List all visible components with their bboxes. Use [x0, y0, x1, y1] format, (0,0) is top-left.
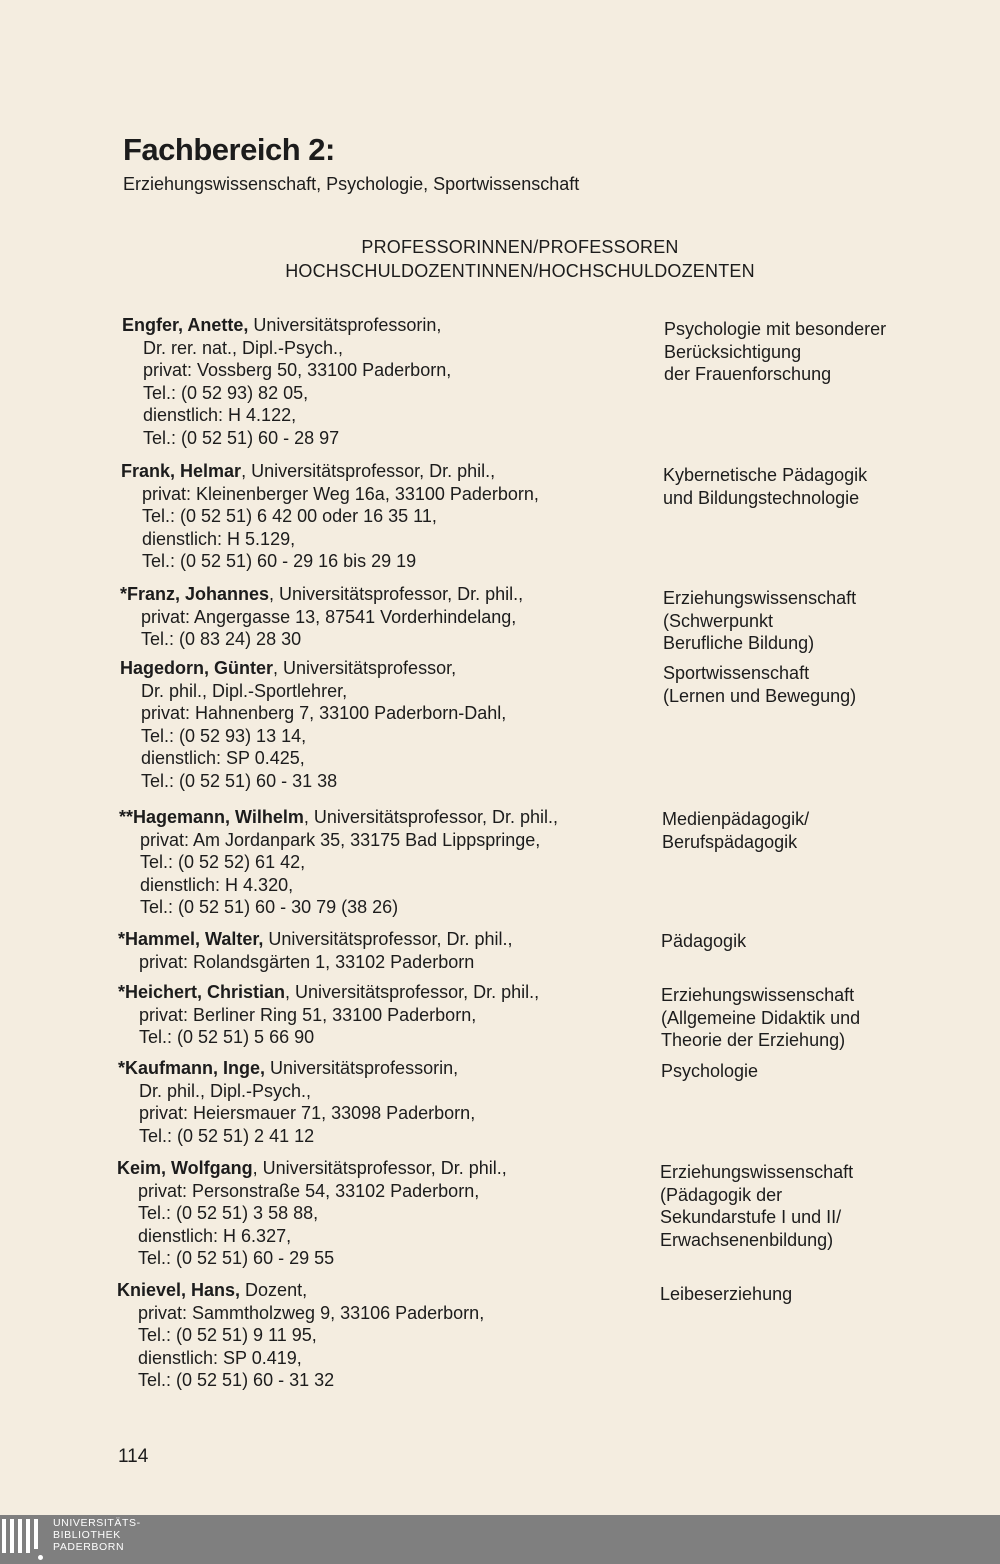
subject-area-line: Erziehungswissenschaft	[660, 1162, 854, 1182]
staff-detail-line: Tel.: (0 52 51) 2 41 12	[139, 1125, 315, 1146]
staff-title: , Universitätsprofessor, Dr. phil.,	[241, 461, 496, 481]
staff-detail-line: Tel.: (0 52 51) 3 58 88,	[138, 1203, 319, 1224]
staff-details	[121, 460, 641, 573]
staff-first-line	[120, 583, 640, 606]
staff-title: , Universitätsprofessor, Dr. phil.,	[285, 982, 540, 1002]
staff-first-line	[118, 1057, 638, 1080]
staff-details	[119, 806, 639, 919]
subject-area-line: (Allgemeine Didaktik und	[661, 1007, 861, 1028]
staff-detail-line: Tel.: (0 52 51) 60 - 28 97	[143, 427, 340, 448]
staff-detail-line: privat: Vossberg 50, 33100 Paderborn,	[143, 360, 452, 381]
subject-area-line: Berufliche Bildung)	[663, 633, 815, 654]
staff-details	[120, 583, 640, 651]
staff-detail-line: Tel.: (0 52 51) 60 - 29 16 bis 29 19	[142, 551, 417, 572]
staff-name: **Hagemann, Wilhelm	[119, 807, 304, 827]
subject-area-line: Psychologie	[661, 1061, 759, 1081]
staff-first-line	[117, 1157, 637, 1180]
staff-detail-line: Dr. phil., Dipl.-Sportlehrer,	[141, 680, 348, 701]
staff-name: Keim, Wolfgang	[117, 1158, 253, 1178]
staff-name: *Kaufmann, Inge,	[118, 1058, 266, 1078]
staff-detail-line: Dr. rer. nat., Dipl.-Psych.,	[143, 337, 344, 358]
staff-detail-line: Tel.: (0 52 51) 9 11 95,	[138, 1325, 317, 1346]
staff-title: Universitätsprofessor, Dr. phil.,	[263, 929, 513, 949]
staff-subject-area	[660, 1161, 950, 1251]
subject-area-line: Erwachsenenbildung)	[660, 1229, 834, 1250]
staff-detail-line: privat: Personstraße 54, 33102 Paderborn,	[138, 1180, 480, 1201]
subject-area-line: Pädagogik	[661, 931, 747, 951]
staff-first-line	[117, 1279, 637, 1302]
staff-details	[117, 1157, 637, 1270]
staff-detail-line: Tel.: (0 52 51) 5 66 90	[139, 1027, 315, 1048]
staff-detail-line: Tel.: (0 52 93) 13 14,	[141, 725, 307, 746]
staff-name: *Hammel, Walter,	[118, 929, 264, 949]
subject-area-line: der Frauenforschung	[664, 364, 832, 385]
subject-area-line: Sekundarstufe I und II/	[660, 1207, 842, 1228]
subject-area-line: Leibeserziehung	[660, 1284, 793, 1304]
subject-area-line: (Pädagogik der	[660, 1184, 783, 1205]
staff-detail-line: Tel.: (0 52 93) 82 05,	[143, 382, 309, 403]
staff-detail-line: privat: Am Jordanpark 35, 33175 Bad Lippspringe,	[140, 829, 541, 850]
library-name	[53, 1517, 141, 1553]
subject-area-line: (Lernen und Bewegung)	[663, 685, 857, 706]
staff-detail-line: dienstlich: SP 0.425,	[141, 748, 305, 769]
subject-area-line: Theorie der Erziehung)	[661, 1030, 846, 1051]
page-title: Fachbereich 2:	[123, 132, 335, 167]
staff-name: *Franz, Johannes	[120, 584, 270, 604]
staff-detail-line: Tel.: (0 52 52) 61 42,	[140, 852, 306, 873]
staff-title: , Universitätsprofessor,	[273, 658, 457, 678]
staff-details	[118, 928, 638, 973]
subject-area-line: Kybernetische Pädagogik	[663, 465, 868, 485]
library-footer	[0, 1515, 1000, 1564]
staff-detail-line: privat: Heiersmauer 71, 33098 Paderborn,	[139, 1103, 476, 1124]
staff-subject-area	[663, 464, 953, 509]
staff-first-line	[118, 981, 638, 1004]
staff-name: *Heichert, Christian	[118, 982, 286, 1002]
staff-name: Hagedorn, Günter	[120, 658, 274, 678]
staff-name: Frank, Helmar	[121, 461, 242, 481]
staff-title: , Universitätsprofessor, Dr. phil.,	[303, 807, 558, 827]
staff-subject-area	[661, 984, 951, 1052]
staff-subject-area	[661, 930, 951, 953]
staff-subject-area	[664, 318, 954, 386]
staff-subject-area	[660, 1283, 950, 1306]
staff-details	[117, 1279, 637, 1392]
section-heading-lecturers: HOCHSCHULDOZENTINNEN/HOCHSCHULDOZENTEN	[285, 261, 755, 281]
subject-area-line: Medienpädagogik/	[662, 809, 810, 829]
staff-subject-area	[661, 1060, 951, 1083]
staff-detail-line: dienstlich: H 4.122,	[143, 405, 297, 426]
staff-detail-line: Tel.: (0 52 51) 60 - 30 79 (38 26)	[140, 897, 399, 918]
staff-detail-line: privat: Angergasse 13, 87541 Vorderhindelang,	[141, 606, 517, 627]
library-name-line-2: BIBLIOTHEK	[53, 1529, 121, 1541]
staff-detail-line: dienstlich: H 6.327,	[138, 1225, 292, 1246]
staff-first-line	[118, 928, 638, 951]
staff-title: , Universitätsprofessor, Dr. phil.,	[252, 1158, 507, 1178]
staff-detail-line: privat: Kleinenberger Weg 16a, 33100 Paderborn,	[142, 483, 539, 504]
staff-subject-area	[663, 662, 953, 707]
library-logo-icon	[0, 1519, 48, 1560]
staff-title: Dozent,	[240, 1280, 308, 1300]
staff-first-line	[120, 657, 640, 680]
staff-first-line	[119, 806, 639, 829]
subject-area-line: Berücksichtigung	[664, 341, 802, 362]
staff-first-line	[122, 314, 642, 337]
staff-details	[118, 981, 638, 1049]
staff-name: Engfer, Anette,	[122, 315, 249, 335]
library-name-line-1: UNIVERSITÄTS-	[53, 1517, 141, 1529]
staff-details	[122, 314, 642, 450]
section-heading-professors: PROFESSORINNEN/PROFESSOREN	[361, 237, 679, 257]
staff-details	[120, 657, 640, 793]
staff-subject-area	[662, 808, 952, 853]
staff-detail-line: dienstlich: SP 0.419,	[138, 1347, 302, 1368]
subject-area-line: (Schwerpunkt	[663, 610, 774, 631]
library-name-line-3: PADERBORN	[53, 1541, 125, 1553]
subject-area-line: Psychologie mit besonderer	[664, 319, 887, 339]
staff-detail-line: privat: Hahnenberg 7, 33100 Paderborn-Dahl,	[141, 703, 507, 724]
staff-title: , Universitätsprofessor, Dr. phil.,	[269, 584, 524, 604]
staff-title: Universitätsprofessorin,	[248, 315, 442, 335]
subject-area-line: und Bildungstechnologie	[663, 487, 860, 508]
page-number: 114	[118, 1446, 149, 1467]
staff-detail-line: privat: Berliner Ring 51, 33100 Paderborn,	[139, 1004, 477, 1025]
staff-detail-line: privat: Rolandsgärten 1, 33102 Paderborn	[139, 951, 475, 972]
staff-detail-line: Tel.: (0 52 51) 60 - 29 55	[138, 1248, 335, 1269]
staff-detail-line: dienstlich: H 5.129,	[142, 528, 296, 549]
staff-detail-line: Tel.: (0 52 51) 6 42 00 oder 16 35 11,	[142, 506, 437, 527]
staff-detail-line: Tel.: (0 83 24) 28 30	[141, 629, 302, 650]
subject-area-line: Erziehungswissenschaft	[661, 985, 855, 1005]
staff-name: Knievel, Hans,	[117, 1280, 241, 1300]
staff-detail-line: privat: Sammtholzweg 9, 33106 Paderborn,	[138, 1302, 485, 1323]
staff-first-line	[121, 460, 641, 483]
staff-details	[118, 1057, 638, 1147]
staff-detail-line: Tel.: (0 52 51) 60 - 31 38	[141, 770, 338, 791]
staff-detail-line: Tel.: (0 52 51) 60 - 31 32	[138, 1370, 335, 1391]
page-subtitle: Erziehungswissenschaft, Psychologie, Sportwissenschaft	[123, 174, 580, 194]
staff-detail-line: Dr. phil., Dipl.-Psych.,	[139, 1080, 312, 1101]
staff-detail-line: dienstlich: H 4.320,	[140, 874, 294, 895]
subject-area-line: Erziehungswissenschaft	[663, 588, 857, 608]
staff-subject-area	[663, 587, 953, 655]
subject-area-line: Sportwissenschaft	[663, 663, 810, 683]
subject-area-line: Berufspädagogik	[662, 831, 798, 852]
staff-title: Universitätsprofessorin,	[265, 1058, 459, 1078]
